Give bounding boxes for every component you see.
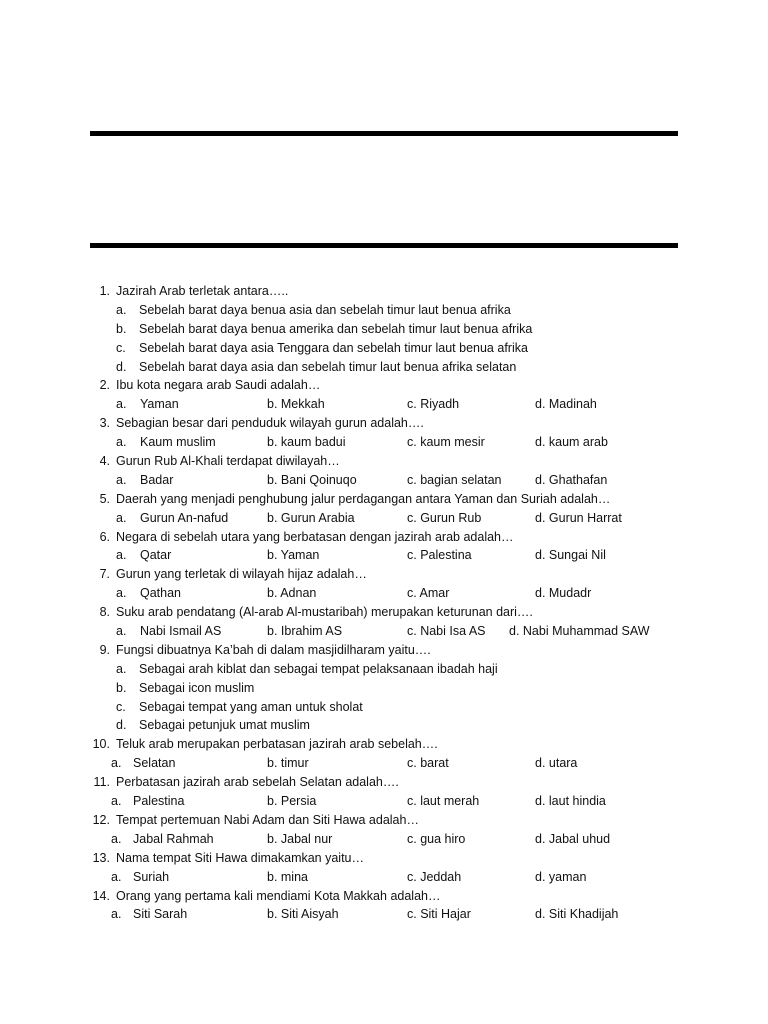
- answer-option: [0, 698, 768, 717]
- answer-option: [0, 716, 768, 735]
- option-letter: a.: [116, 586, 127, 601]
- option-choice: c. Siti Hajar: [407, 907, 471, 922]
- option-choice: c. barat: [407, 756, 449, 771]
- option-choice: d. laut hindia: [535, 794, 606, 809]
- option-letter: a.: [111, 869, 122, 884]
- question-text: Sebagian besar dari penduduk wilayah gurun adalah….: [116, 416, 424, 431]
- option-choice: b. Jabal nur: [267, 831, 333, 846]
- question: [0, 773, 768, 792]
- option-choice: Siti Sarah: [133, 907, 188, 922]
- answer-options-row: [0, 509, 768, 528]
- option-letter: a.: [116, 472, 127, 487]
- option-choice: Palestina: [133, 794, 185, 809]
- option-choice: c. laut merah: [407, 794, 480, 809]
- answer-options-row: [0, 830, 768, 849]
- option-text: Sebagai icon muslim: [139, 680, 255, 695]
- question-text: Nama tempat Siti Hawa dimakamkan yaitu…: [116, 850, 365, 865]
- option-choice: b. Bani Qoinuqo: [267, 472, 357, 487]
- question-text: Gurun Rub Al-Khali terdapat diwilayah…: [116, 454, 340, 469]
- question-number: 3.: [99, 416, 110, 431]
- answer-option: [0, 679, 768, 698]
- option-choice: b. Gurun Arabia: [267, 510, 355, 525]
- option-choice: c. Gurun Rub: [407, 510, 482, 525]
- answer-options-row: [0, 546, 768, 565]
- option-text: Sebelah barat daya asia Tenggara dan sebelah timur laut benua afrika: [139, 340, 528, 355]
- option-choice: b. Persia: [267, 794, 317, 809]
- option-choice: c. Riyadh: [407, 397, 460, 412]
- option-letter: b.: [116, 680, 127, 695]
- question-text: Orang yang pertama kali mendiami Kota Makkah adalah…: [116, 888, 441, 903]
- option-letter: a.: [111, 907, 122, 922]
- option-choice: Nabi Ismail AS: [140, 624, 222, 639]
- option-choice: b. mina: [267, 869, 308, 884]
- answer-option: [0, 320, 768, 339]
- question: [0, 849, 768, 868]
- option-text: Sebelah barat daya asia dan sebelah timur laut benua afrika selatan: [139, 359, 517, 374]
- question: [0, 565, 768, 584]
- question-number: 11.: [93, 775, 110, 790]
- option-letter: a.: [116, 397, 127, 412]
- option-letter: a.: [116, 661, 127, 676]
- option-choice: d. Siti Khadijah: [535, 907, 619, 922]
- option-choice: c. Nabi Isa AS: [407, 624, 486, 639]
- question-number: 8.: [99, 605, 110, 620]
- question-number: 12.: [92, 812, 110, 827]
- question: [0, 282, 768, 301]
- option-choice: b. kaum badui: [267, 435, 346, 450]
- option-text: Sebagai tempat yang aman untuk sholat: [139, 699, 363, 714]
- answer-option: [0, 660, 768, 679]
- option-choice: b. timur: [267, 756, 309, 771]
- answer-option: [0, 358, 768, 377]
- option-choice: b. Siti Aisyah: [267, 907, 339, 922]
- question-number: 4.: [99, 454, 110, 469]
- option-choice: d. Ghathafan: [535, 472, 608, 487]
- option-choice: b. Yaman: [267, 548, 320, 563]
- question-number: 7.: [99, 567, 110, 582]
- option-letter: a.: [111, 794, 122, 809]
- question-text: Tempat pertemuan Nabi Adam dan Siti Hawa adalah…: [116, 812, 419, 827]
- option-text: Sebelah barat daya benua asia dan sebelah timur laut benua afrika: [139, 302, 511, 317]
- option-choice: d. yaman: [535, 869, 587, 884]
- option-choice: Kaum muslim: [140, 435, 216, 450]
- option-text: Sebagai petunjuk umat muslim: [139, 718, 310, 733]
- option-letter: a.: [116, 302, 127, 317]
- answer-options-row: [0, 433, 768, 452]
- option-choice: Yaman: [140, 397, 179, 412]
- option-choice: b. Mekkah: [267, 397, 325, 412]
- answer-options-row: [0, 471, 768, 490]
- option-choice: Qathan: [140, 586, 182, 601]
- option-letter: a.: [116, 510, 127, 525]
- option-letter: d.: [116, 718, 127, 733]
- option-choice: d. Mudadr: [535, 586, 592, 601]
- question: [0, 452, 768, 471]
- option-letter: b.: [116, 321, 127, 336]
- answer-options-row: [0, 395, 768, 414]
- question: [0, 887, 768, 906]
- question: [0, 735, 768, 754]
- option-choice: c. kaum mesir: [407, 435, 485, 450]
- option-text: Sebelah barat daya benua amerika dan sebelah timur laut benua afrika: [139, 321, 533, 336]
- option-choice: d. Gurun Harrat: [535, 510, 622, 525]
- question-number: 1.: [99, 284, 110, 298]
- option-choice: Gurun An-nafud: [140, 510, 229, 525]
- question-number: 14.: [92, 888, 110, 903]
- option-choice: b. Ibrahim AS: [267, 624, 343, 639]
- option-letter: c.: [116, 699, 126, 714]
- option-letter: d.: [116, 359, 127, 374]
- question: [0, 490, 768, 509]
- option-choice: d. Madinah: [535, 397, 597, 412]
- option-text: Sebagai arah kiblat dan sebagai tempat pelaksanaan ibadah haji: [139, 661, 498, 676]
- question-text: Teluk arab merupakan perbatasan jazirah arab sebelah….: [116, 737, 438, 752]
- question-text: Ibu kota negara arab Saudi adalah…: [116, 378, 321, 393]
- option-choice: Selatan: [133, 756, 176, 771]
- option-choice: Suriah: [133, 869, 170, 884]
- question-number: 9.: [99, 642, 110, 657]
- option-choice: b. Adnan: [267, 586, 317, 601]
- bottom-rule: [90, 243, 678, 248]
- option-letter: a.: [111, 756, 122, 771]
- answer-options-row: [0, 584, 768, 603]
- option-letter: a.: [111, 831, 122, 846]
- question-text: Daerah yang menjadi penghubung jalur perdagangan antara Yaman dan Suriah adalah…: [116, 491, 611, 506]
- option-choice: c. Amar: [407, 586, 450, 601]
- option-letter: a.: [116, 624, 127, 639]
- option-choice: c. Palestina: [407, 548, 472, 563]
- question: [0, 811, 768, 830]
- question-text: Gurun yang terletak di wilayah hijaz adalah…: [116, 567, 367, 582]
- question-number: 6.: [99, 529, 110, 544]
- question-number: 10.: [92, 737, 110, 752]
- question-text: Suku arab pendatang (Al-arab Al-mustaribah) merupakan keturunan dari….: [116, 605, 533, 620]
- option-choice: c. Jeddah: [407, 869, 462, 884]
- answer-options-row: [0, 754, 768, 773]
- option-letter: a.: [116, 548, 127, 563]
- answer-options-row: [0, 905, 768, 924]
- answer-options-row: [0, 792, 768, 811]
- question-text: Jazirah Arab terletak antara…..: [116, 284, 289, 298]
- option-choice: d. kaum arab: [535, 435, 608, 450]
- question-text: Fungsi dibuatnya Ka’bah di dalam masjidilharam yaitu….: [116, 642, 431, 657]
- option-choice: d. Sungai Nil: [535, 548, 606, 563]
- answer-option: [0, 339, 768, 358]
- question-text: Perbatasan jazirah arab sebelah Selatan adalah….: [116, 775, 399, 790]
- option-letter: a.: [116, 435, 127, 450]
- option-choice: d. Jabal uhud: [535, 831, 611, 846]
- option-choice: c. gua hiro: [407, 831, 466, 846]
- option-choice: Qatar: [140, 548, 172, 563]
- question-number: 2.: [99, 378, 110, 393]
- question-number: 13.: [92, 850, 110, 865]
- option-letter: c.: [116, 340, 126, 355]
- question: [0, 414, 768, 433]
- answer-option: [0, 301, 768, 320]
- option-choice: Badar: [140, 472, 174, 487]
- option-choice: Jabal Rahmah: [133, 831, 214, 846]
- answer-options-row: [0, 868, 768, 887]
- question: [0, 603, 768, 622]
- question-text: Negara di sebelah utara yang berbatasan dengan jazirah arab adalah…: [116, 529, 514, 544]
- option-choice: c. bagian selatan: [407, 472, 502, 487]
- question: [0, 641, 768, 660]
- question: [0, 376, 768, 395]
- answer-options-row: [0, 622, 768, 641]
- top-rule: [90, 131, 678, 136]
- question: [0, 528, 768, 547]
- option-choice: d. utara: [535, 756, 578, 771]
- question-list: [0, 282, 768, 924]
- question-number: 5.: [99, 491, 110, 506]
- option-choice: d. Nabi Muhammad SAW: [509, 624, 650, 639]
